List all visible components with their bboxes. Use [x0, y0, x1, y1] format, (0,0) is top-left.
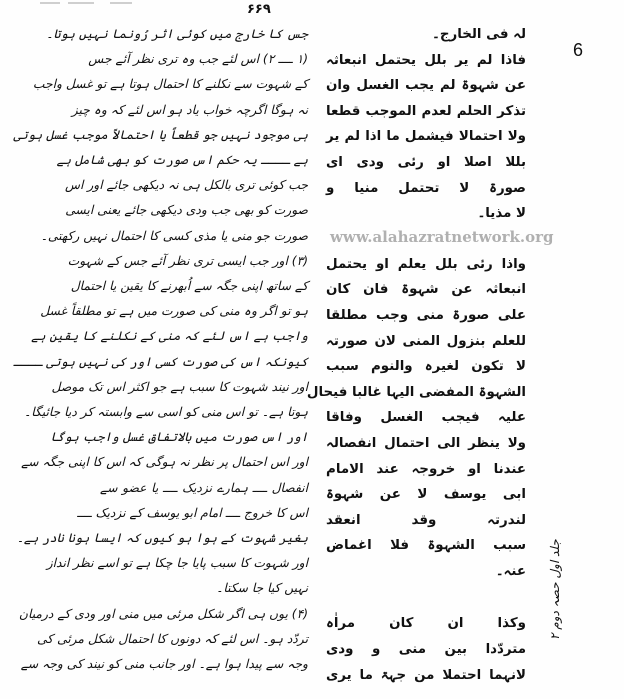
arabic-line: ولا ینظر الی احتمال انفصالہ [326, 435, 526, 451]
arabic-line: لا مذیا۔ [477, 206, 526, 222]
urdu-line: اور شہوت کا سبب پایا جا چکا ہے تو اسے نظر انداز [46, 556, 308, 571]
website-watermark: www.alahazratnetwork.org [330, 228, 554, 246]
urdu-line: ہو تو اگر وہ منی کی صورت میں ہے تو مطلقاً غسل [40, 304, 308, 319]
urdu-line: (۳) اور جب ایسی تری نظر آئے جس کے شہوت [67, 253, 308, 268]
page-number: ۶۶۹ [247, 2, 271, 17]
arabic-line: للعلم بنزول المنی لان صورتہ [326, 333, 526, 349]
urdu-line: کے ساتھ اپنی جگہ سے اُبھرنے کا یقین یا احتمال [70, 279, 308, 294]
urdu-line: جس کا خارج میں کوئی اثر رُونما نہیں ہوتا۔ [46, 27, 308, 41]
volume-margin-note: جلد اول حصہ دوم ۲ [548, 539, 562, 640]
urdu-line: جب کوئی تری بالکل ہی نہ دیکھی جائے اور اس [65, 178, 308, 193]
urdu-line: کیونکہ اس کی صورت کسی اور کی نہیں ہوتی ــــ [13, 354, 308, 369]
arabic-line: علی صورۃ منی وجب مطلقا [326, 307, 526, 323]
urdu-line: اس کا خروج ــــ امام ابو یوسف کے نزدیک ــــ [77, 505, 308, 520]
scan-artifact [110, 2, 132, 4]
arabic-line: الشہوۃ المفضی الیہا غالبا فیحال [306, 384, 526, 400]
urdu-line: بغیر شہوت کے ہوا ہو کیوں کہ ایسا ہونا نادر ہے۔ [16, 531, 308, 546]
urdu-line: اور اس صورت میں بالاتفاق غسل واجب ہوگا [50, 430, 308, 445]
arabic-line: سبب الشہوۃ فلا اغماض [326, 538, 526, 554]
urdu-line: (۱ ــــ ۲) اس لئے جب وہ تری نظر آئے جس [88, 52, 308, 67]
arabic-line: متردّدا بین منی و ودی [326, 642, 526, 658]
arabic-line: علیہ فیجب الغسل وفاقا [326, 410, 526, 426]
arabic-line: عندنا او خروجہ عند الامام [326, 461, 526, 477]
urdu-line: وجہ سے پیدا ہوا ہے۔ اور جانب منی کو نیند کی وجہ سے [20, 657, 308, 672]
urdu-line: (۴) یوں ہی اگر شکل مرئی میں منی اور ودی کے درمیان [18, 606, 308, 621]
arabic-line: لانہما احتملا من جہۃ ما یری [326, 667, 526, 683]
paragraph-gap [326, 584, 526, 611]
urdu-line: ہے ــــ یہ حکم اس صورت کو بھی شامل ہے [56, 153, 308, 168]
margin-reference-number: 6 [573, 40, 584, 60]
arabic-line: صورۃ لا تحتمل منیا و [326, 180, 526, 196]
urdu-line: کے شہوت سے نکلنے کا احتمال ہوتا ہے تو غسل واجب [32, 77, 308, 92]
arabic-text-column [306, 22, 526, 688]
arabic-line: تذکر الحلم لعدم الموجب قطعا [326, 103, 526, 119]
arabic-line: لہ فی الخارج۔ [431, 27, 526, 42]
urdu-line: ہوتا ہے۔ تو اس منی کو اسی سے وابستہ کر دیا جائیگا۔ [24, 405, 308, 420]
arabic-line: لندرتہ وقد انعقد [326, 512, 526, 528]
urdu-line: اور اس احتمال پر نظر نہ ہوگی کہ اس کا اپنی جگہ سے [21, 455, 308, 470]
scan-artifact [40, 2, 60, 4]
arabic-line: انبعاثہ عن شہوۃ فان کان [326, 282, 526, 298]
urdu-line: نہیں کیا جا سکتا۔ [216, 581, 308, 596]
arabic-line: ولا احتمالا فیشمل ما اذا لم یر [326, 129, 526, 145]
urdu-line: تردّد ہو۔ اس لئے کہ دونوں کا احتمال شکل مرئی کی [36, 631, 308, 646]
urdu-line: صورت جو منی یا مذی کسی کا احتمال نہیں رکھتی۔ [40, 228, 308, 243]
urdu-translation-column [13, 22, 308, 677]
arabic-line: واذا رئی بلل یعلم او یحتمل [326, 256, 526, 272]
arabic-line: عنہ۔ [495, 563, 526, 579]
arabic-line: لا تکون لغیرہ والنوم سبب [326, 359, 526, 375]
urdu-line: صورت کو بھی جب ودی دیکھی جائے یعنی ایسی [65, 203, 308, 218]
arabic-line: عن شہوۃ لم یجب الغسل وان [326, 78, 526, 94]
urdu-line: اور نیند شہوت کا سبب ہے جو اکثر اس تک موصل [51, 379, 308, 394]
arabic-line: وکذا ان کان مراٰہ [326, 616, 526, 632]
urdu-line: انفصال ــــ ہمارے نزدیک ــــ یا عضو سے [100, 480, 308, 495]
arabic-line: ابی یوسف لا عن شہوۃ [326, 487, 526, 503]
arabic-line: بللا اصلا او رئی ودی ای [326, 154, 526, 170]
urdu-line: نہ ہوگا اگرچہ خواب یاد ہو اس لئے کہ وہ چیز [71, 102, 308, 117]
scan-artifact [68, 2, 94, 4]
urdu-line: واجب ہے اس لئے کہ منی کے نکلنے کا یقین ہے [31, 329, 308, 344]
arabic-line: فاذا لم یر بلل یحتمل انبعاثہ [326, 52, 526, 68]
urdu-line: ہی موجود نہیں جو قطعاً یا احتمالاً موجب غسل ہوتی [13, 127, 308, 142]
